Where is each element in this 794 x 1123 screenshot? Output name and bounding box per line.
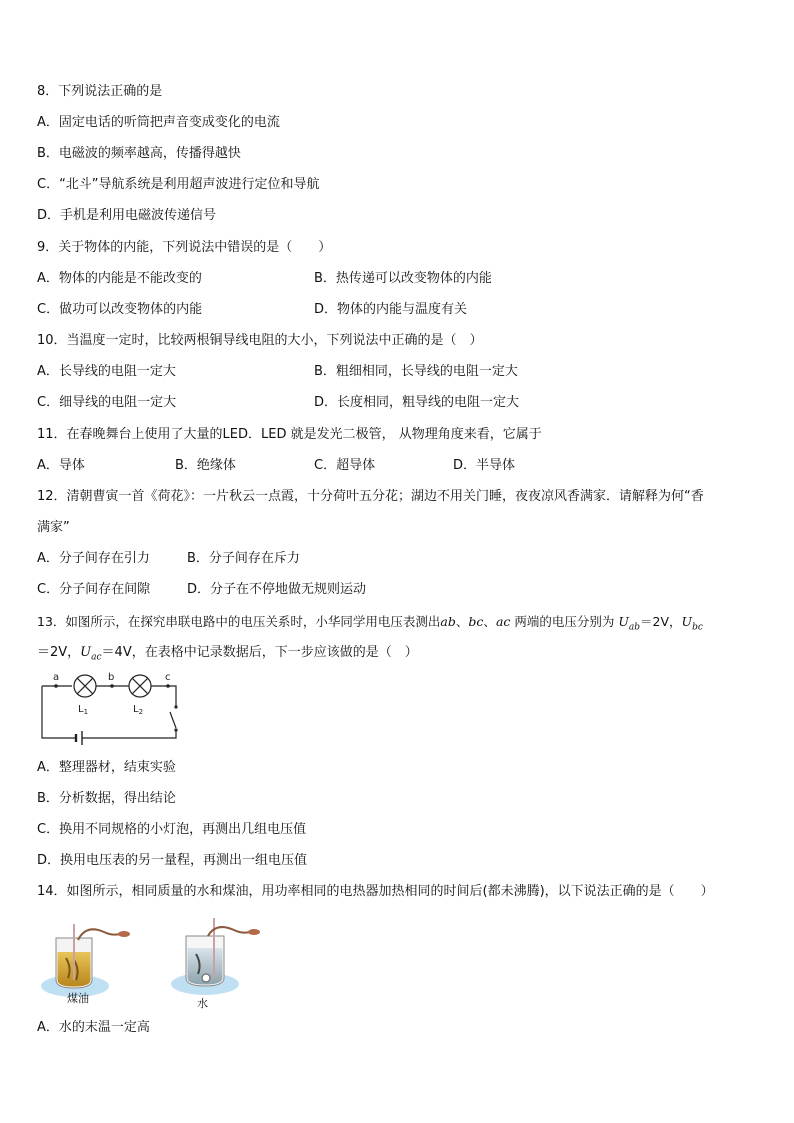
q13-stem-line2: ＝2V，$U_{ac}=4V$，在表格中记录数据后，下一步应该做的是（ ） [37, 645, 418, 663]
q9-option-b: B．热传递可以改变物体的内能 [314, 271, 492, 286]
label-kerosene: 煤油 [67, 992, 89, 1005]
q10-option-b: B．粗细相同，长导线的电阻一定大 [314, 364, 518, 379]
q13-option-b: B．分析数据，得出结论 [37, 791, 176, 806]
q11-stem: 11．在春晚舞台上使用了大量的LED．LED 就是发光二极管， 从物理角度来看，它属于 [37, 427, 542, 442]
q9-option-c: C．做功可以改变物体的内能 [37, 302, 203, 317]
node-label-c: c [165, 672, 171, 683]
q14-option-a: A．水的末温一定高 [37, 1020, 150, 1035]
q12-option-a: A．分子间存在引力 [37, 551, 150, 566]
node-label-b: b [108, 672, 115, 683]
q13-option-c: C．换用不同规格的小灯泡，再测出几组电压值 [37, 822, 307, 837]
q13-stem-line1: 13．如图所示，在探究串联电路中的电压关系时，小华同学用电压表测出ab、bc、ac 两端的电压分别为 $U_{ab}=2V$，$U_{bc}$ [37, 614, 703, 633]
q8-option-d: D．手机是利用电磁波传递信号 [37, 208, 217, 223]
label-water: 水 [197, 997, 208, 1010]
q8-option-c: C．“北斗”导航系统是利用超声波进行定位和导航 [37, 177, 320, 192]
q10-stem: 10．当温度一定时，比较两根铜导线电阻的大小，下列说法中正确的是（ ） [37, 333, 483, 348]
q11-option-c: C．超导体 [314, 458, 376, 473]
q12-option-b: B．分子间存在斥力 [187, 551, 300, 566]
q8-stem: 8．下列说法正确的是 [37, 84, 163, 99]
series-circuit-diagram [38, 670, 188, 750]
lamp-label-l2: $L_2$ [133, 704, 144, 716]
q10-option-d: D．长度相同，粗导线的电阻一定大 [314, 395, 520, 410]
q11-option-a: A．导体 [37, 458, 85, 473]
heating-beakers-illustration [38, 918, 268, 1013]
q13-option-d: D．换用电压表的另一量程，再测出一组电压值 [37, 853, 308, 868]
q9-option-d: D．物体的内能与温度有关 [314, 302, 468, 317]
q12-option-c: C．分子间存在间隙 [37, 582, 151, 597]
q12-option-d: D．分子在不停地做无规则运动 [187, 582, 367, 597]
q8-option-b: B．电磁波的频率越高，传播得越快 [37, 146, 241, 161]
q13-option-a: A．整理器材，结束实验 [37, 760, 176, 775]
q9-stem: 9．关于物体的内能，下列说法中错误的是（ ） [37, 240, 332, 255]
q10-option-a: A．长导线的电阻一定大 [37, 364, 176, 379]
q12-stem-line1: 12．清朝曹寅一首《荷花》：一片秋云一点霞，十分荷叶五分花；湖边不用关门睡，夜夜凉风香满家．请解释为何“香 [37, 489, 704, 504]
q11-option-b: B．绝缘体 [175, 458, 236, 473]
q10-option-c: C．细导线的电阻一定大 [37, 395, 177, 410]
lamp-label-l1: $L_1$ [78, 704, 89, 716]
q12-stem-line2: 满家” [37, 520, 70, 535]
q14-stem: 14．如图所示，相同质量的水和煤油，用功率相同的电热器加热相同的时间后(都未沸腾)，以下说法正确的是（ ） [37, 884, 714, 899]
node-label-a: a [53, 672, 60, 683]
q9-option-a: A．物体的内能是不能改变的 [37, 271, 202, 286]
q11-option-d: D．半导体 [453, 458, 516, 473]
q8-option-a: A．固定电话的听筒把声音变成变化的电流 [37, 115, 280, 130]
